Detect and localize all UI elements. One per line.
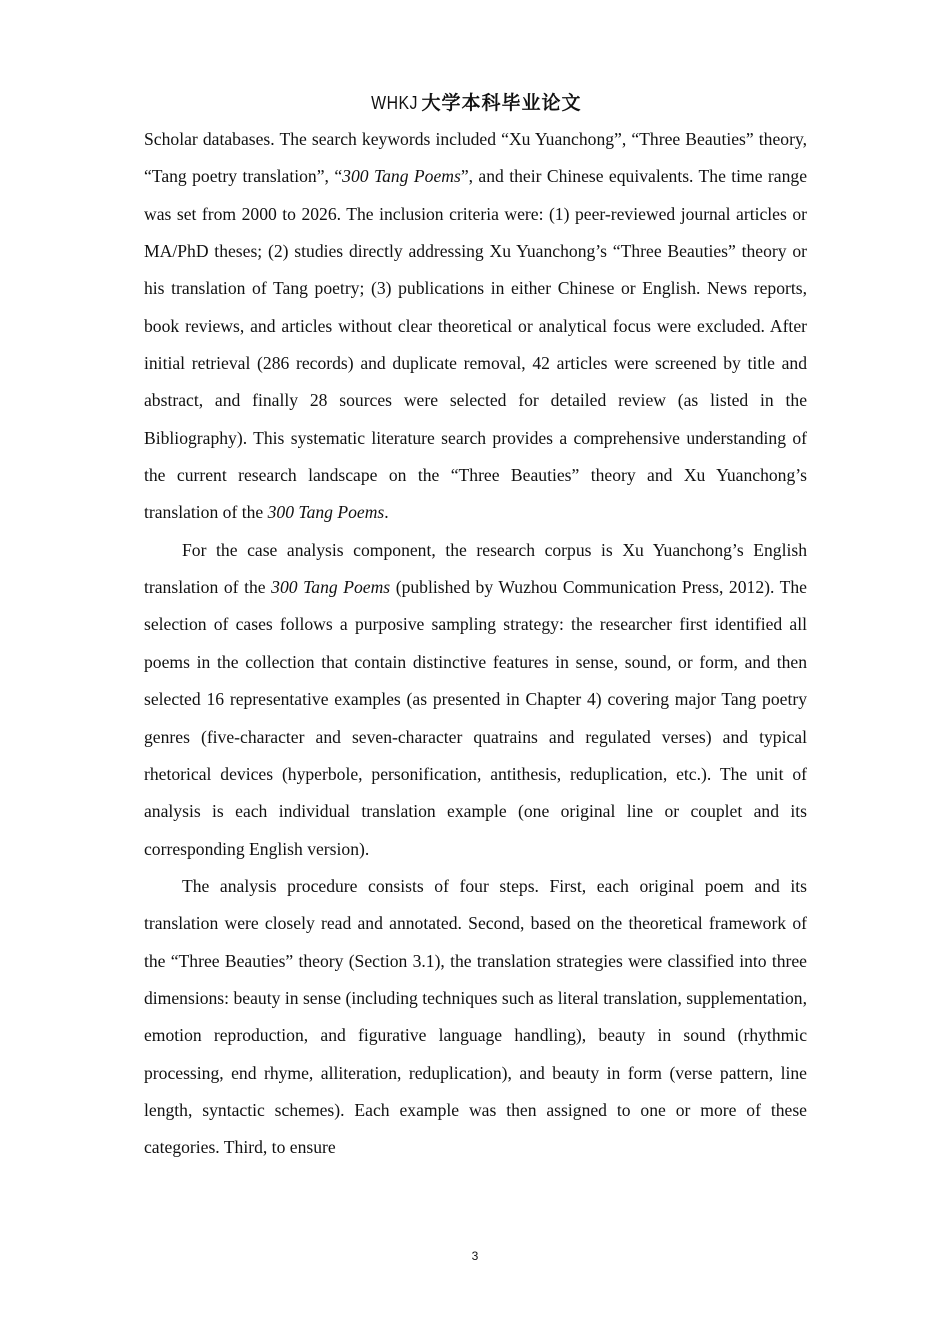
italic-title-run: 300 Tang Poems [271, 577, 391, 598]
text-run: (published by Wuzhou Communication Press, 2012). The selection of cases follows a purposive sampling strategy: the researcher first identified all poems in the collection that contain distinctive features in sense, sound, or form, and then selected 16 representative examples (as presented in Chapter 4) covering major Tang poetry genres (five-character and seven-character quatrains and regulated verses) and typical rhetorical devices (hyperbole, personification, antithesis, reduplication, etc.). The unit of analysis is each individual translation example (one original line or couplet and its corresponding English version). [144, 577, 807, 859]
text-run: ”, and their Chinese equivalents. The time range was set from 2000 to 2026. The inclusion criteria were: (1) peer-reviewed journal articles or MA/PhD theses; (2) studies directly addressing Xu Yuanchong’s “Three Beauties” theory or his translation of Tang poetry; (3) publications in either Chinese or English. News reports, book reviews, and articles without clear theoretical or analytical focus were excluded. After initial retrieval (286 records) and duplicate removal, 42 articles were screened by title and abstract, and finally 28 sources were selected for detailed review (as listed in the Bibliography). This systematic literature search provides a comprehensive understanding of the current research landscape on the “Three Beauties” theory and Xu Yuanchong’s translation of the [144, 166, 808, 523]
text-run: For the case analysis component, the research corpus is Xu Yuanchong’s English translation of the [144, 539, 807, 598]
text-run: The analysis procedure consists of four steps. First, each original poem and its translation were closely read and annotated. Second, based on the theoretical framework of the “Three Beauties” theory (Section 3.1), the translation strategies were classified into three dimensions: beauty in sense (including techniques such as literal translation, supplementation, emotion reproduction, and figurative language handling), beauty in sound (rhythmic processing, end rhyme, alliteration, reduplication), and beauty in form (verse pattern, line length, syntactic schemes). Each example was then assigned to one or more of these categories. Third, to ensure [144, 875, 807, 1158]
page-number: 3 [471, 1249, 479, 1263]
text-run: . [384, 502, 389, 523]
body-paragraph [144, 121, 807, 532]
body-paragraph [144, 868, 807, 1167]
body-text [144, 121, 807, 1167]
text-run: Scholar databases. The search keywords included “Xu Yuanchong”, “Three Beauties” theory, “Tang poetry translation”, “ [144, 129, 807, 187]
italic-title-run: 300 Tang Poems [267, 502, 385, 523]
italic-title-run: 300 Tang Poems [342, 166, 461, 187]
body-paragraph [144, 532, 807, 868]
running-header [0, 90, 950, 116]
header-thesis-title: 大学本科毕业论文 [421, 92, 582, 114]
header-university-code: WHKJ [371, 93, 419, 113]
